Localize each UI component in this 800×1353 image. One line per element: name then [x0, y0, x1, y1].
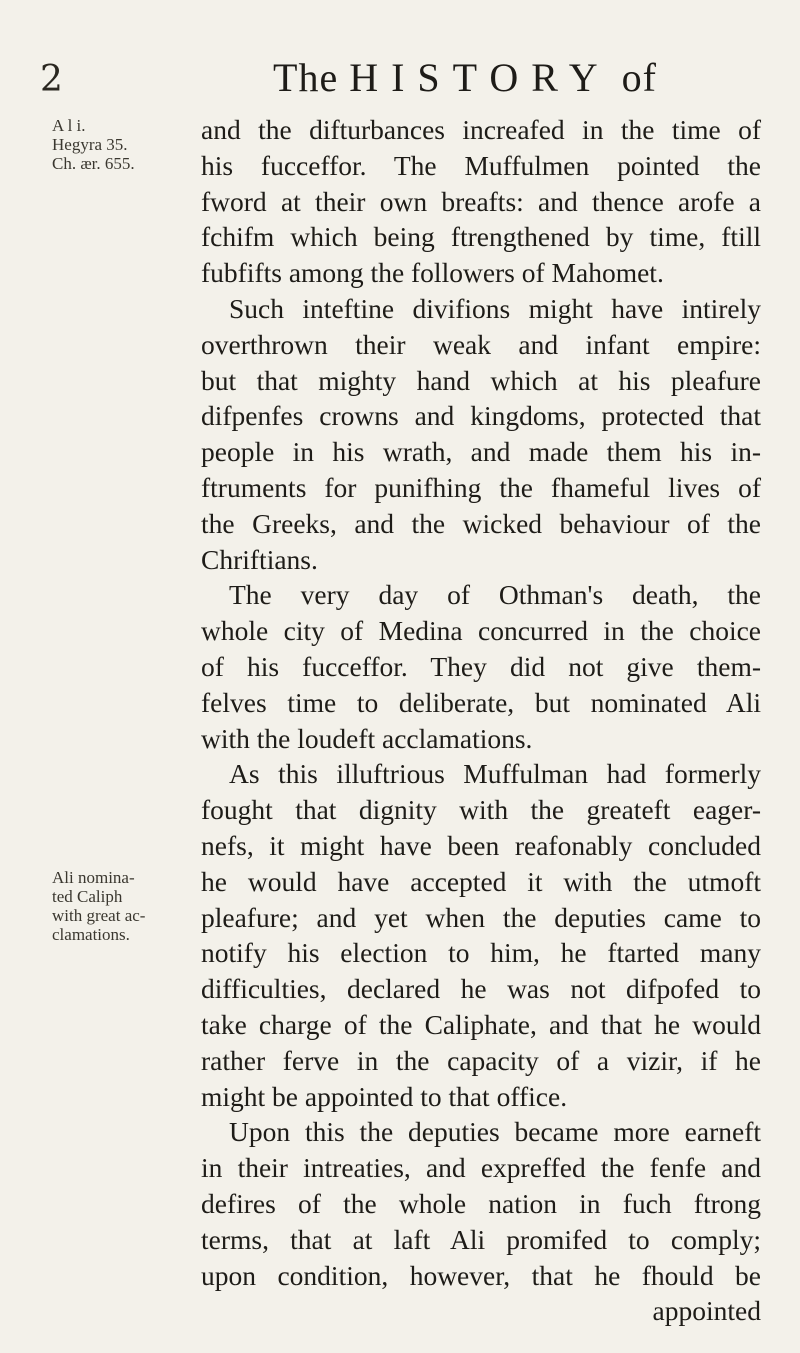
body-line: but that mighty hand which at his pleafure — [201, 364, 761, 396]
body-line: The very day of Othman's death, the — [229, 579, 761, 611]
margin-note-line: Hegyra 35. — [52, 135, 128, 154]
margin-note-line: clamations. — [52, 925, 130, 944]
body-line: in their intreaties, and expreffed the fenfe and — [201, 1152, 761, 1184]
body-line: of his fucceffor. They did not give them- — [201, 650, 761, 682]
margin-note-date — [52, 116, 194, 173]
body-line: As this illuftrious Muffulman had formerly — [229, 758, 761, 790]
body-line: upon condition, however, that he fhould be — [201, 1259, 761, 1291]
body-line: and the difturbances increafed in the time of — [201, 114, 761, 145]
running-head-caps: HISTORY — [349, 55, 611, 100]
margin-note-line: ted Caliph — [52, 887, 123, 906]
body-line: notify his election to him, he ftarted many — [201, 937, 761, 969]
running-head-suffix: of — [610, 55, 657, 100]
body-line: might be appointed to that office. — [201, 1080, 568, 1112]
body-line: take charge of the Caliphate, and that he would — [201, 1008, 761, 1040]
body-text — [201, 112, 761, 1329]
body-line: whole city of Medina concurred in the choice — [201, 615, 761, 647]
body-line: fought that dignity with the greateft eager- — [201, 794, 761, 826]
margin-note-line: A l i. — [52, 116, 86, 135]
body-line: terms, that at laft Ali promifed to comply; — [201, 1223, 761, 1255]
body-line: difficulties, declared he was not difpofed to — [201, 973, 761, 1005]
body-line: the Greeks, and the wicked behaviour of the — [201, 507, 761, 539]
body-line: he would have accepted it with the utmoft — [201, 865, 761, 897]
body-line: difpenfes crowns and kingdoms, protected that — [201, 400, 761, 432]
body-line: fchifm which being ftrengthened by time, ftill — [201, 221, 761, 253]
running-head — [255, 55, 675, 100]
body-line: Chriftians. — [201, 543, 318, 575]
body-line: fword at their own breafts: and thence arofe a — [201, 185, 761, 217]
body-line: nefs, it might have been reafonably concluded — [201, 829, 761, 861]
body-line: Such inteftine divifions might have intirely — [229, 292, 761, 324]
margin-note-line: with great ac- — [52, 906, 146, 925]
body-line: defires of the whole nation in fuch ftrong — [201, 1187, 761, 1219]
body-line: people in his wrath, and made them his in- — [201, 436, 761, 468]
margin-note-line: Ali nomina- — [52, 868, 135, 887]
page-number: 2 — [40, 59, 63, 100]
body-line: overthrown their weak and infant empire: — [201, 328, 761, 360]
body-line: with the loudeft acclamations. — [201, 722, 533, 754]
body-line: Upon this the deputies became more earneft — [229, 1116, 761, 1148]
catchword: appointed — [652, 1295, 761, 1327]
body-line: felves time to deliberate, but nominated Ali — [201, 686, 761, 718]
margin-note-line: Ch. ær. 655. — [52, 154, 135, 173]
body-line: ftruments for punifhing the fhameful lives of — [201, 471, 761, 503]
body-line: pleafure; and yet when the deputies came to — [201, 901, 761, 933]
body-line: fubfifts among the followers of Mahomet. — [201, 257, 664, 289]
running-head-prefix: The — [273, 55, 350, 100]
margin-note-ali-nominated — [52, 868, 194, 944]
body-line: rather ferve in the capacity of a vizir, if he — [201, 1044, 761, 1076]
body-line: his fucceffor. The Muffulmen pointed the — [201, 149, 761, 181]
